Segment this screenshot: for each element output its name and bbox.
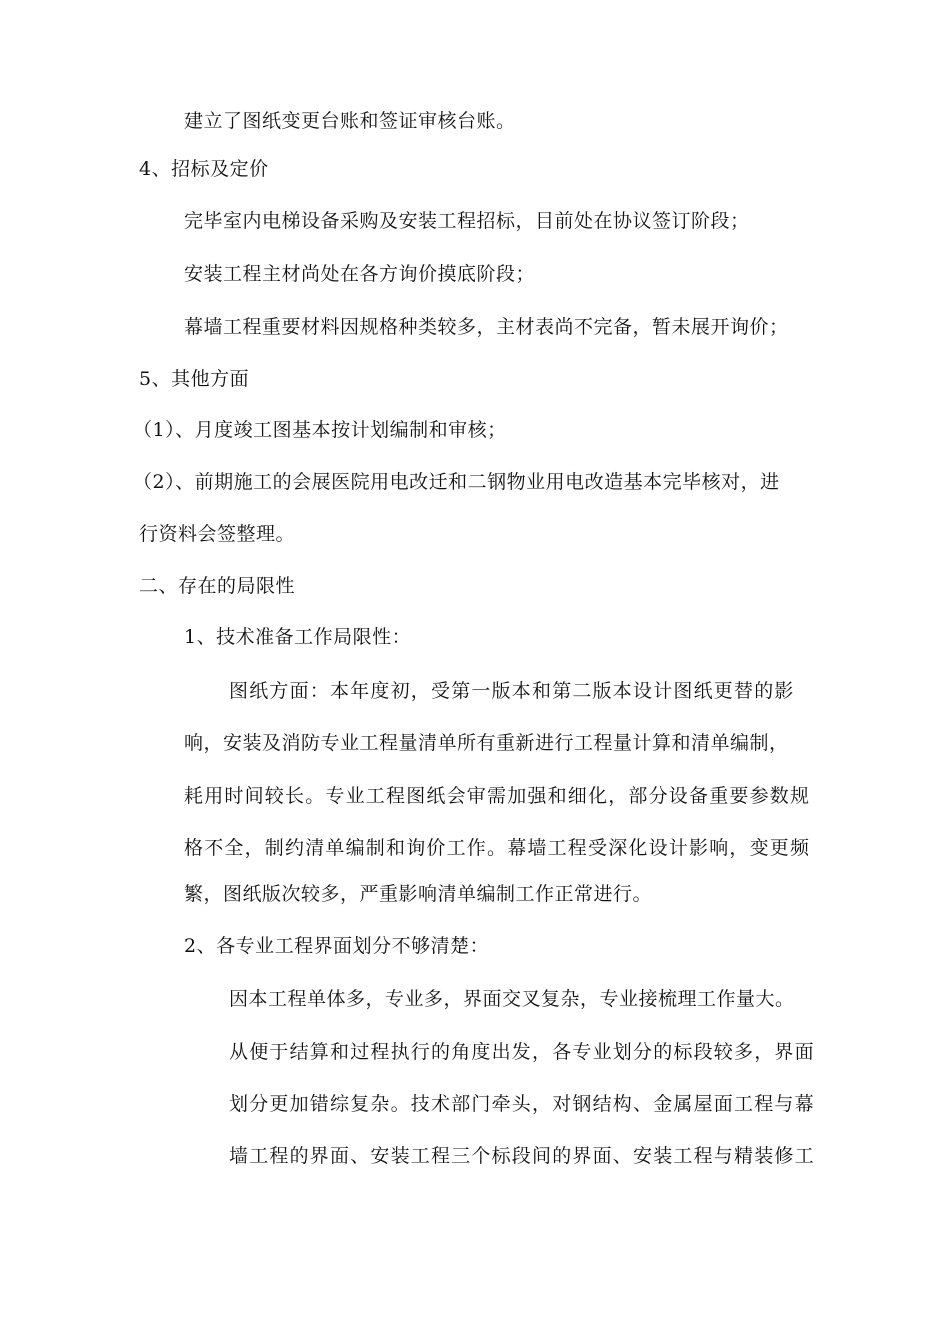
paragraph-line: 从便于结算和过程执行的角度出发，各专业划分的标段较多，界面 xyxy=(229,1041,815,1063)
paragraph-line: 格不全，制约清单编制和询价工作。幕墙工程受深化设计影响，变更频 xyxy=(184,837,811,859)
list-item-2: （2）、前期施工的会展医院用电改迁和二钢物业用电改造基本完毕核对，进 xyxy=(133,471,780,493)
subsection-heading-1: 1、技术准备工作局限性： xyxy=(184,626,412,648)
paragraph-line: 完毕室内电梯设备采购及安装工程招标，目前处在协议签订阶段； xyxy=(184,210,750,232)
paragraph-line: 行资料会签整理。 xyxy=(139,523,296,545)
paragraph-line: 建立了图纸变更台账和签证审核台账。 xyxy=(184,110,516,132)
paragraph-line: 响，安装及消防专业工程量清单所有重新进行工程量计算和清单编制， xyxy=(184,732,789,754)
paragraph-line: 图纸方面：本年度初，受第一版本和第二版本设计图纸更替的影 xyxy=(229,680,795,702)
paragraph-line: 划分更加错综复杂。技术部门牵头，对钢结构、金属屋面工程与幕 xyxy=(229,1093,815,1115)
paragraph-line: 墙工程的界面、安装工程三个标段间的界面、安装工程与精装修工 xyxy=(229,1145,815,1167)
paragraph-line: 因本工程单体多，专业多，界面交叉复杂，专业接梳理工作量大。 xyxy=(229,988,795,1010)
paragraph-line: 幕墙工程重要材料因规格种类较多，主材表尚不完备，暂未展开询价； xyxy=(184,316,789,338)
subsection-heading-2: 2、各专业工程界面划分不够清楚： xyxy=(184,935,490,957)
list-item-1: （1）、月度竣工图基本按计划编制和审核； xyxy=(133,419,507,441)
chapter-heading: 二、存在的局限性 xyxy=(139,575,296,597)
section-heading-5: 5、其他方面 xyxy=(139,368,250,390)
section-heading-4: 4、招标及定价 xyxy=(139,158,269,180)
paragraph-line: 安装工程主材尚处在各方询价摸底阶段； xyxy=(184,263,536,285)
paragraph-line: 耗用时间较长。专业工程图纸会审需加强和细化，部分设备重要参数规 xyxy=(184,785,811,807)
paragraph-line: 繁，图纸版次较多，严重影响清单编制工作正常进行。 xyxy=(184,883,653,905)
